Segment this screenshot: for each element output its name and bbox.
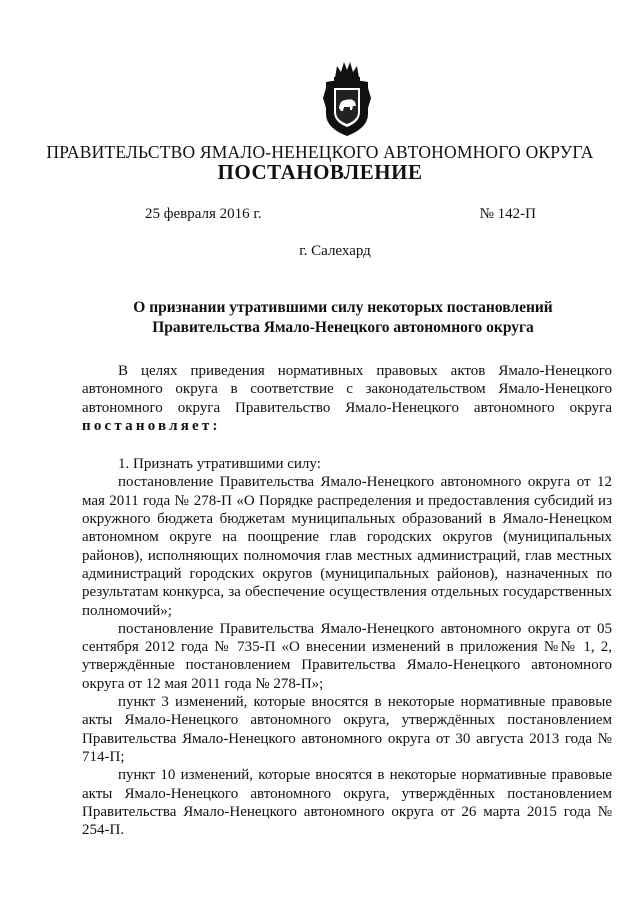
document-heading: О признании утратившими силу некоторых постановлений Правительства Ямало-Ненецкого автономного округа [133,299,553,336]
government-title: ПРАВИТЕЛЬСТВО ЯМАЛО-НЕНЕЦКОГО АВТОНОМНОГО ОКРУГА [46,142,594,162]
list-item: постановление Правительства Ямало-Ненецкого автономного округа от 12 мая 2011 года № 278-П «О Порядке распределения и предоставления субсидий из окружного бюджета бюджетам муниципальных образований в Ямало-Ненецком автономном округе на поощрение глав городских округов (муниципальных районов), исполняющих полномочия глав местных администраций, глав местных администраций городских округов (муниципальных районов), назначенных по результатам конкурса, за обеспечение осуществления отдельных государственных полномочий»; [82,474,612,619]
list-item: пункт 3 изменений, которые вносятся в некоторые нормативные правовые акты Ямало-Ненецкого автономного округа, утверждённых постановлением Правительства Ямало-Ненецкого автономного округа от 30 августа 2013 года № 714-П; [82,694,612,765]
list-item: постановление Правительства Ямало-Ненецкого автономного округа от 05 сентября 2012 года № 735-П «О внесении изменений в приложения №№ 1, 2, утверждённые постановлением Правительства Ямало-Ненецкого автономного округа от 12 мая 2011 года № 278-П»; [82,620,612,692]
document-kind: ПОСТАНОВЛЕНИЕ [217,160,423,184]
preamble-text: В целях приведения нормативных правовых актов Ямало-Ненецкого автономного округа в соответствие с законодательством Ямало-Ненецкого автономного округа Правительство Ямало-Ненецкого автономного округа [82,363,612,416]
item-lead: 1. Признать утратившими силу: [118,456,321,473]
document-date: 25 февраля 2016 г. [145,206,262,222]
coat-of-arms-icon [322,58,372,138]
decree-word: постановляет: [82,417,221,434]
document-number: № 142-П [479,206,536,222]
list-item: пункт 10 изменений, которые вносятся в некоторые нормативные правовые акты Ямало-Ненецкого автономного округа, утверждённых постановлением Правительства Ямало-Ненецкого автономного округа от 26 марта 2015 года № 254-П. [82,767,612,839]
document-body [82,362,612,839]
document-city: г. Салехард [299,243,371,259]
preamble-paragraph [82,362,612,435]
